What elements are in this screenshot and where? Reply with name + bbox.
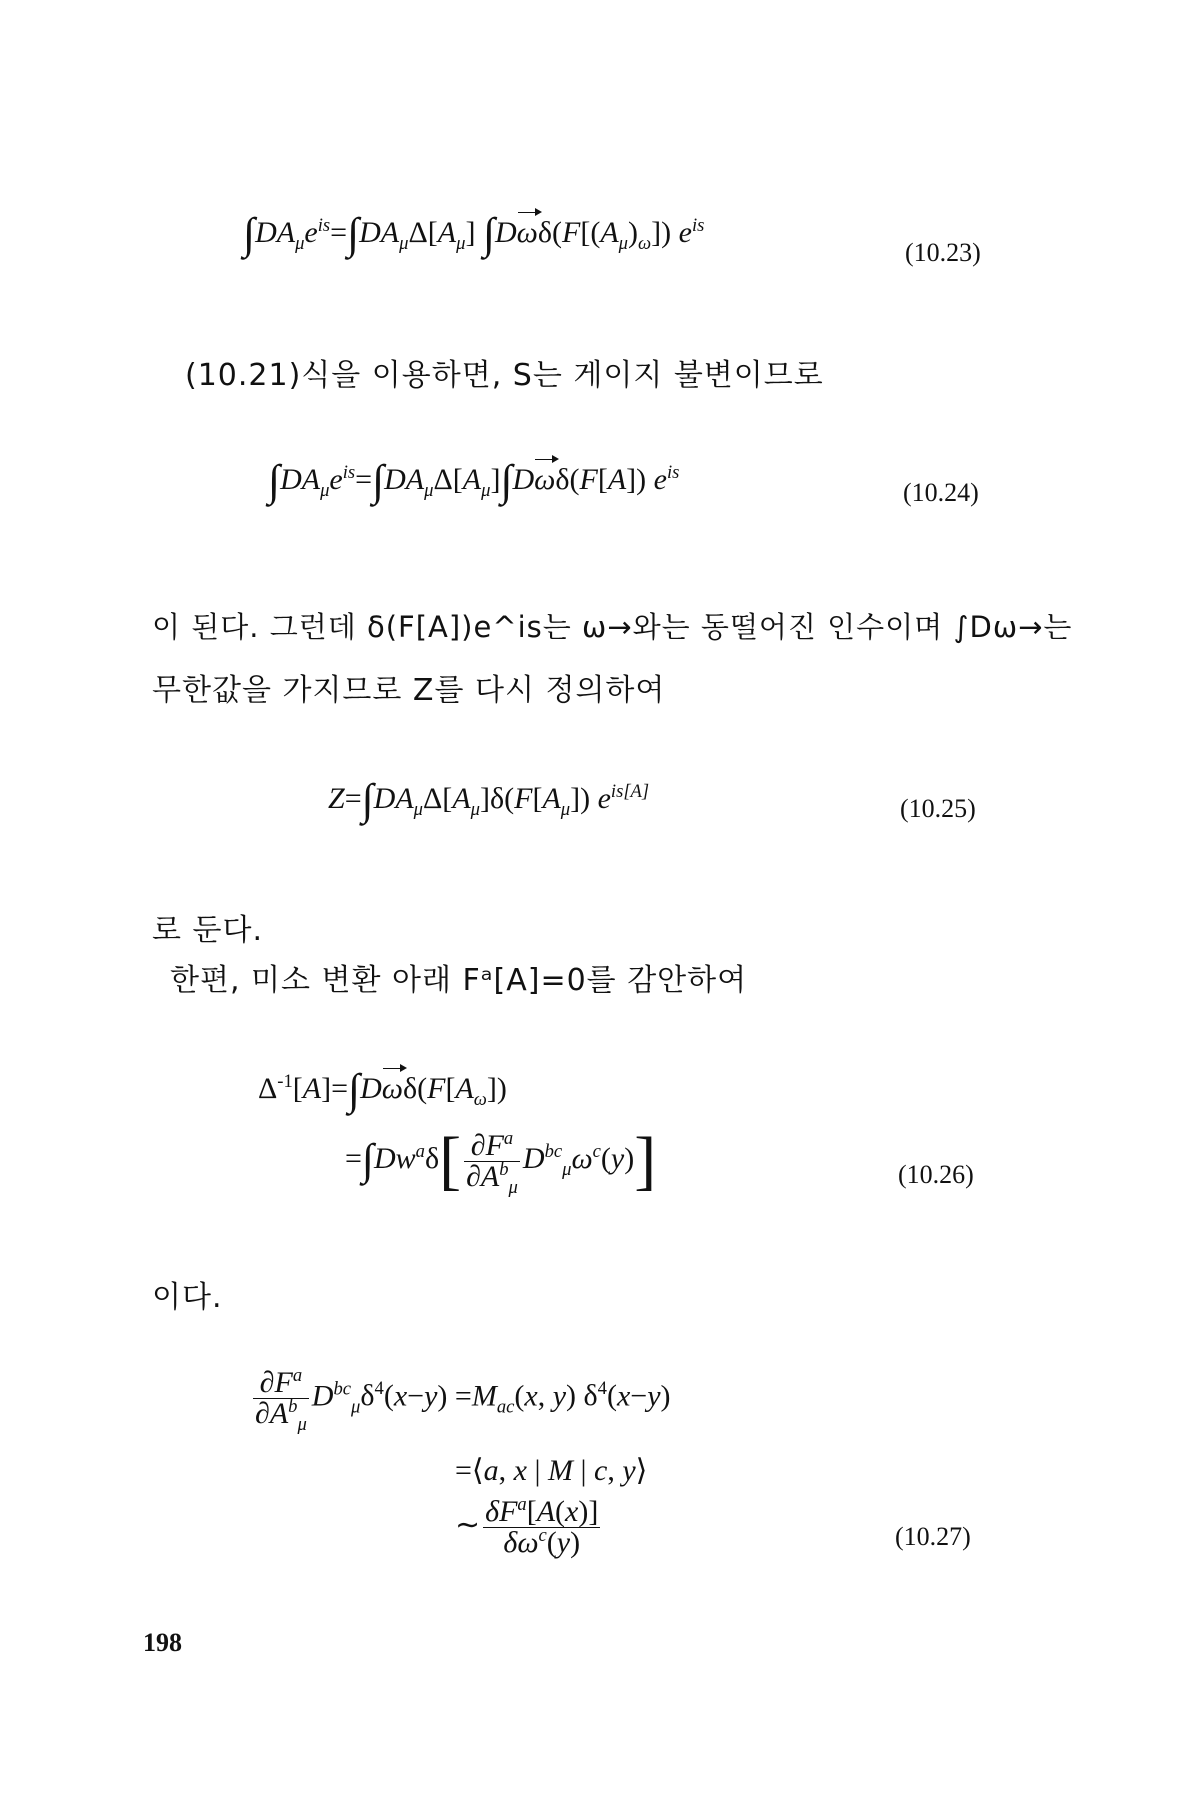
- body-text: 로 둔다.: [152, 913, 264, 948]
- body-text: (10.21)식을 이용하면, S는 게이지 불변이므로: [185, 358, 824, 393]
- body-text: 무한값을 가지므로 Z를 다시 정의하여: [152, 673, 666, 708]
- equation-number: (10.25): [900, 794, 976, 823]
- equation-number: (10.26): [898, 1160, 974, 1189]
- equation-10-24: $\int DA_\mu e^{is}=\int DA_\mu\Delta[A_\mu]\int D\omega\delta(F[A])$ $e^{is}$: [268, 456, 680, 505]
- equation-10-26-line2: $=\int Dw^a\delta$[ $\frac{\partial F^a}{\partial A^b_\mu}$ $D^{bc}_\mu\omega^c(y)$]: [345, 1124, 657, 1198]
- equation-10-23: $\int DA_\mu e^{is}=\int DA_\mu\Delta[A_\mu]$ $\int D\omega\delta(F[(A_\mu)_\omega])$ $e^{is}$: [243, 209, 705, 258]
- equation-10-25: $Z=\int DA_\mu\Delta[A_\mu]\delta(F[A_\mu])$ $e^{is[A]}$: [328, 775, 650, 824]
- equation-number: (10.23): [905, 238, 981, 267]
- equation-10-27-line2: =⟨a, x | M | c, y⟩: [455, 1454, 648, 1487]
- equation-10-27-line1: $\frac{\partial F^a}{\partial A^b_\mu}$ $D^{bc}_\mu\delta^4(x-y) =M_{ac}(x$, y) $\delta^4(x-y)$: [255, 1365, 671, 1435]
- body-text: 한편, 미소 변환 아래 Fᵃ[A]=0를 감안하여: [170, 963, 748, 998]
- equation-number: (10.27): [895, 1522, 971, 1551]
- body-text: 이다.: [152, 1280, 223, 1315]
- equation-10-26-line1: $\Delta^{-1}[A]=\int D\omega\delta(F[A_\omega])$: [258, 1065, 507, 1114]
- equation-number: (10.24): [903, 478, 979, 507]
- page-number: 198: [143, 1628, 182, 1657]
- equation-10-27-line3: ∼ $\frac{\delta F^a[A(x)]}{\delta\omega^c(y)}$: [455, 1494, 599, 1559]
- body-text: 이 된다. 그런데 δ(F[A])e^is는 ω→와는 동떨어진 인수이며 ∫Dω→는: [152, 610, 1073, 644]
